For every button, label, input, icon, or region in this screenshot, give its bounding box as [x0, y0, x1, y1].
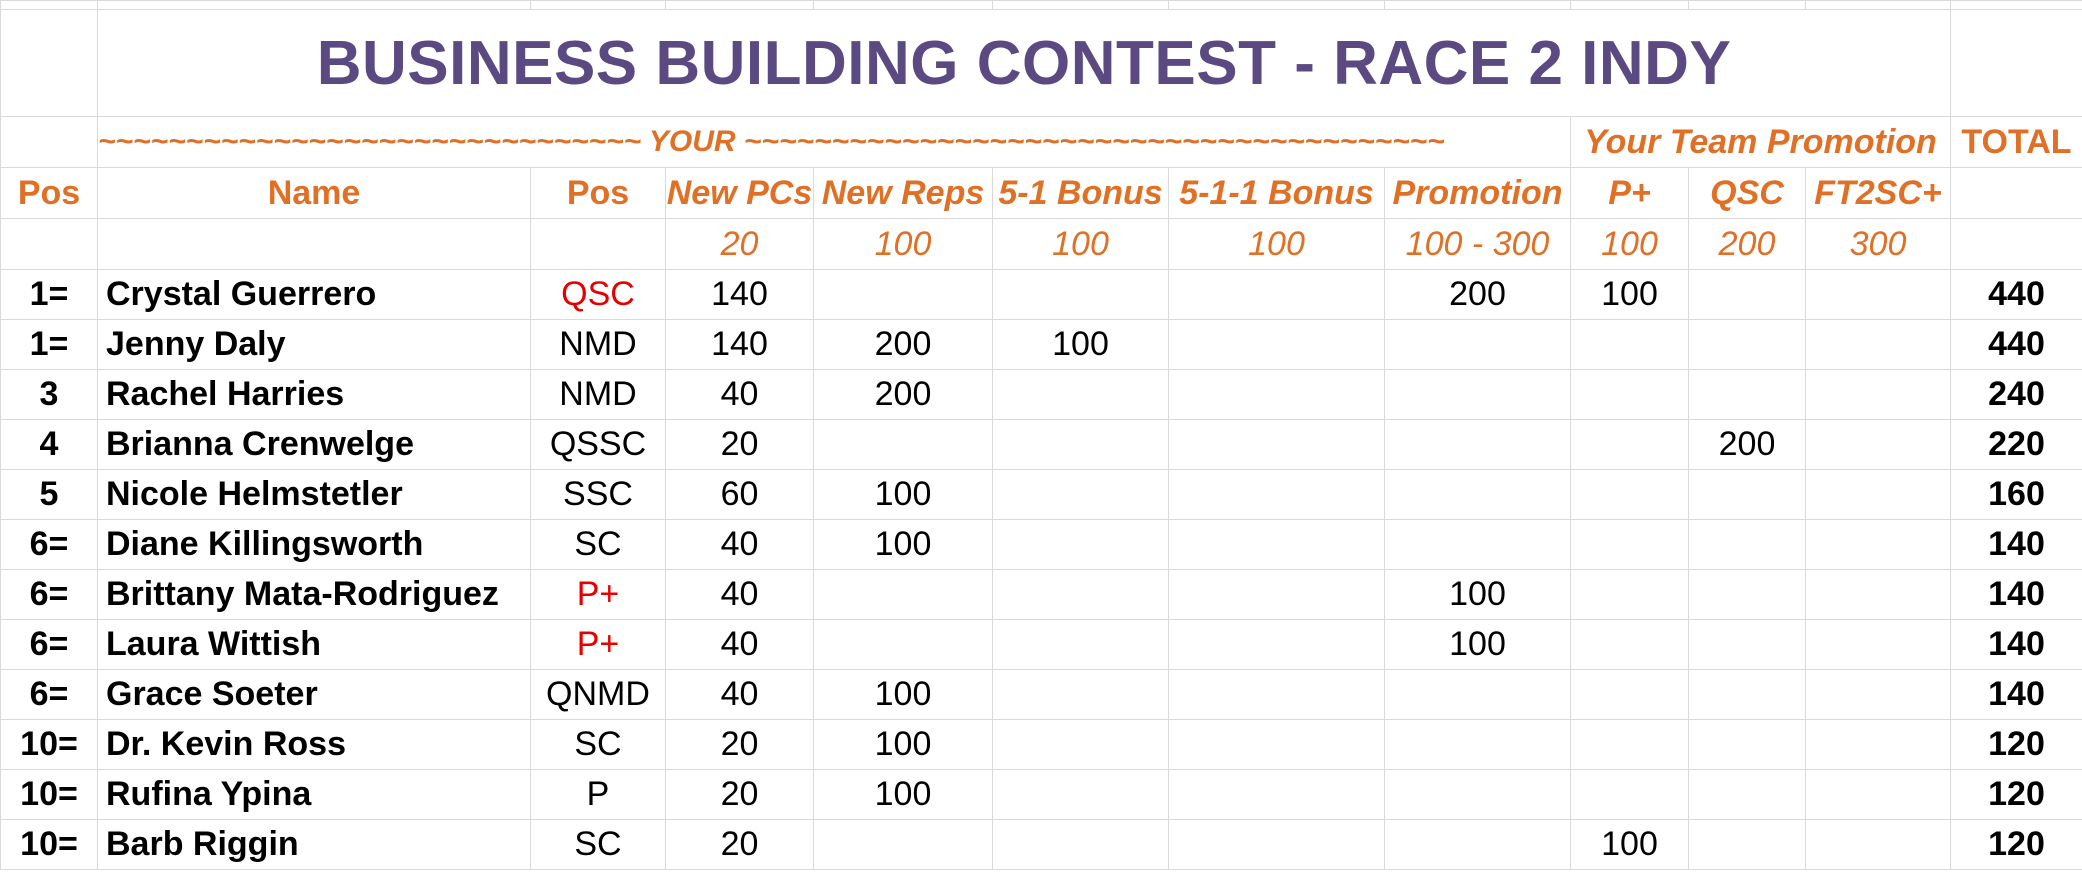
team-promotion-group-header[interactable]: Your Team Promotion	[1571, 117, 1951, 168]
rank-cell[interactable]: 1=	[1, 270, 98, 320]
pplus-cell[interactable]	[1571, 570, 1689, 620]
new-reps-cell[interactable]	[814, 620, 993, 670]
new-pcs-cell[interactable]: 40	[666, 670, 814, 720]
new-reps-cell[interactable]	[814, 270, 993, 320]
pplus-cell[interactable]	[1571, 370, 1689, 420]
bonus-5-1-cell[interactable]	[993, 270, 1169, 320]
new-reps-cell[interactable]: 100	[814, 470, 993, 520]
ft2sc-cell[interactable]	[1806, 520, 1951, 570]
ft2sc-cell[interactable]	[1806, 720, 1951, 770]
ft2sc-cell[interactable]	[1806, 270, 1951, 320]
bonus-5-1-cell[interactable]	[993, 420, 1169, 470]
rank-cell[interactable]: 5	[1, 470, 98, 520]
ft2sc-cell[interactable]	[1806, 370, 1951, 420]
name-cell[interactable]: Dr. Kevin Ross	[98, 720, 531, 770]
table-row	[1, 720, 2082, 770]
total-cell[interactable]: 120	[1951, 820, 2082, 870]
new-reps-cell[interactable]: 200	[814, 370, 993, 420]
new-reps-cell[interactable]: 100	[814, 720, 993, 770]
total-cell[interactable]: 140	[1951, 620, 2082, 670]
name-cell[interactable]: Laura Wittish	[98, 620, 531, 670]
rank-cell[interactable]: 6=	[1, 620, 98, 670]
bonus-5-1-1-cell[interactable]	[1169, 370, 1385, 420]
pplus-cell[interactable]	[1571, 520, 1689, 570]
position-cell[interactable]: QNMD	[531, 670, 666, 720]
column-header-row	[1, 168, 2082, 219]
new-pcs-cell[interactable]: 40	[666, 570, 814, 620]
table-row	[1, 520, 2082, 570]
ft2sc-cell[interactable]	[1806, 670, 1951, 720]
points-pplus[interactable]: 100	[1571, 219, 1689, 270]
total-cell[interactable]: 120	[1951, 720, 2082, 770]
qsc-cell[interactable]	[1689, 270, 1806, 320]
promotion-cell[interactable]	[1385, 470, 1571, 520]
bonus-5-1-cell[interactable]	[993, 820, 1169, 870]
table-row	[1, 820, 2082, 870]
promotion-cell[interactable]	[1385, 770, 1571, 820]
total-cell[interactable]: 140	[1951, 570, 2082, 620]
qsc-cell[interactable]	[1689, 670, 1806, 720]
pplus-cell[interactable]	[1571, 620, 1689, 670]
promotion-cell[interactable]	[1385, 320, 1571, 370]
bonus-5-1-1-cell[interactable]	[1169, 670, 1385, 720]
your-group-header[interactable]: ~~~~~~~~~~~~~~~~~~~~~~~~~~~~~~~ YOUR ~~~~~~~~~~~~~~~~~~~~~~~~~~~~~~~~~~~~~~~~	[98, 117, 1571, 168]
promotion-cell[interactable]	[1385, 720, 1571, 770]
ft2sc-cell[interactable]	[1806, 820, 1951, 870]
position-cell[interactable]: SC	[531, 820, 666, 870]
qsc-cell[interactable]	[1689, 320, 1806, 370]
table-row	[1, 470, 2082, 520]
pplus-cell[interactable]: 100	[1571, 820, 1689, 870]
new-pcs-cell[interactable]: 40	[666, 620, 814, 670]
bonus-5-1-1-cell[interactable]	[1169, 520, 1385, 570]
col-header-5-1-1-bonus[interactable]: 5-1-1 Bonus	[1169, 168, 1385, 219]
rank-cell[interactable]: 6=	[1, 670, 98, 720]
name-cell[interactable]: Brianna Crenwelge	[98, 420, 531, 470]
bonus-5-1-cell[interactable]	[993, 620, 1169, 670]
ft2sc-cell[interactable]	[1806, 420, 1951, 470]
bonus-5-1-cell[interactable]	[993, 670, 1169, 720]
new-pcs-cell[interactable]: 60	[666, 470, 814, 520]
bonus-5-1-1-cell[interactable]	[1169, 320, 1385, 370]
points-new-pcs[interactable]: 20	[666, 219, 814, 270]
rank-cell[interactable]: 6=	[1, 520, 98, 570]
new-reps-cell[interactable]: 100	[814, 670, 993, 720]
promotion-cell[interactable]	[1385, 420, 1571, 470]
name-cell[interactable]: Rufina Ypina	[98, 770, 531, 820]
promotion-cell[interactable]	[1385, 370, 1571, 420]
position-cell[interactable]: QSC	[531, 270, 666, 320]
col-header-ft2sc[interactable]: FT2SC+	[1806, 168, 1951, 219]
promotion-cell[interactable]: 100	[1385, 570, 1571, 620]
table-row	[1, 420, 2082, 470]
new-reps-cell[interactable]: 200	[814, 320, 993, 370]
rank-cell[interactable]: 6=	[1, 570, 98, 620]
qsc-cell[interactable]	[1689, 770, 1806, 820]
col-header-name[interactable]: Name	[98, 168, 531, 219]
position-cell[interactable]: SC	[531, 520, 666, 570]
qsc-cell[interactable]	[1689, 620, 1806, 670]
qsc-cell[interactable]: 200	[1689, 420, 1806, 470]
new-pcs-cell[interactable]: 40	[666, 520, 814, 570]
table-row	[1, 320, 2082, 370]
bonus-5-1-1-cell[interactable]	[1169, 570, 1385, 620]
col-header-5-1-bonus[interactable]: 5-1 Bonus	[993, 168, 1169, 219]
name-cell[interactable]: Crystal Guerrero	[98, 270, 531, 320]
table-row	[1, 670, 2082, 720]
bonus-5-1-cell[interactable]	[993, 720, 1169, 770]
qsc-cell[interactable]	[1689, 820, 1806, 870]
total-cell[interactable]: 240	[1951, 370, 2082, 420]
total-cell[interactable]: 120	[1951, 770, 2082, 820]
position-cell[interactable]: P+	[531, 570, 666, 620]
table-row	[1, 770, 2082, 820]
col-header-pos[interactable]: Pos	[531, 168, 666, 219]
total-header[interactable]: TOTAL	[1951, 117, 2082, 168]
group-header-row	[1, 117, 2082, 168]
position-cell[interactable]: NMD	[531, 370, 666, 420]
table-row	[1, 570, 2082, 620]
pplus-cell[interactable]	[1571, 470, 1689, 520]
qsc-cell[interactable]	[1689, 520, 1806, 570]
rank-cell[interactable]: 1=	[1, 320, 98, 370]
total-cell[interactable]: 140	[1951, 520, 2082, 570]
bonus-5-1-1-cell[interactable]	[1169, 420, 1385, 470]
name-cell[interactable]: Diane Killingsworth	[98, 520, 531, 570]
new-pcs-cell[interactable]: 140	[666, 270, 814, 320]
ft2sc-cell[interactable]	[1806, 620, 1951, 670]
new-pcs-cell[interactable]: 20	[666, 770, 814, 820]
points-new-reps[interactable]: 100	[814, 219, 993, 270]
name-cell[interactable]: Grace Soeter	[98, 670, 531, 720]
bonus-5-1-cell[interactable]	[993, 520, 1169, 570]
table-row	[1, 370, 2082, 420]
col-header-new-reps[interactable]: New Reps	[814, 168, 993, 219]
table-row	[1, 270, 2082, 320]
title-row	[1, 10, 2082, 117]
rank-cell[interactable]: 4	[1, 420, 98, 470]
promotion-cell[interactable]	[1385, 520, 1571, 570]
sheet-title[interactable]: BUSINESS BUILDING CONTEST - RACE 2 INDY	[98, 10, 1951, 117]
points-ft2sc[interactable]: 300	[1806, 219, 1951, 270]
new-pcs-cell[interactable]: 20	[666, 820, 814, 870]
bonus-5-1-cell[interactable]	[993, 570, 1169, 620]
position-cell[interactable]: SSC	[531, 470, 666, 520]
position-cell[interactable]: NMD	[531, 320, 666, 370]
name-cell[interactable]: Rachel Harries	[98, 370, 531, 420]
qsc-cell[interactable]	[1689, 470, 1806, 520]
name-cell[interactable]: Barb Riggin	[98, 820, 531, 870]
rank-cell[interactable]: 10=	[1, 720, 98, 770]
bonus-5-1-1-cell[interactable]	[1169, 270, 1385, 320]
rank-cell[interactable]: 10=	[1, 770, 98, 820]
new-pcs-cell[interactable]: 140	[666, 320, 814, 370]
ft2sc-cell[interactable]	[1806, 320, 1951, 370]
new-reps-cell[interactable]: 100	[814, 520, 993, 570]
pplus-cell[interactable]	[1571, 320, 1689, 370]
total-cell[interactable]: 440	[1951, 270, 2082, 320]
points-promotion[interactable]: 100 - 300	[1385, 219, 1571, 270]
new-reps-cell[interactable]	[814, 420, 993, 470]
col-header-rank[interactable]: Pos	[1, 168, 98, 219]
total-cell[interactable]: 160	[1951, 470, 2082, 520]
position-cell[interactable]: QSSC	[531, 420, 666, 470]
promotion-cell[interactable]: 100	[1385, 620, 1571, 670]
pplus-cell[interactable]: 100	[1571, 270, 1689, 320]
qsc-cell[interactable]	[1689, 570, 1806, 620]
pplus-cell[interactable]	[1571, 420, 1689, 470]
col-header-promotion[interactable]: Promotion	[1385, 168, 1571, 219]
bonus-5-1-1-cell[interactable]	[1169, 470, 1385, 520]
col-header-qsc[interactable]: QSC	[1689, 168, 1806, 219]
total-cell[interactable]: 440	[1951, 320, 2082, 370]
name-cell[interactable]: Nicole Helmstetler	[98, 470, 531, 520]
col-header-pplus[interactable]: P+	[1571, 168, 1689, 219]
bonus-5-1-cell[interactable]	[993, 470, 1169, 520]
table-row	[1, 620, 2082, 670]
bonus-5-1-cell[interactable]	[993, 370, 1169, 420]
bonus-5-1-1-cell[interactable]	[1169, 620, 1385, 670]
name-cell[interactable]: Jenny Daly	[98, 320, 531, 370]
ft2sc-cell[interactable]	[1806, 570, 1951, 620]
total-cell[interactable]: 140	[1951, 670, 2082, 720]
bonus-5-1-cell[interactable]	[993, 770, 1169, 820]
col-header-new-pcs[interactable]: New PCs	[666, 168, 814, 219]
points-row	[1, 219, 2082, 270]
total-cell[interactable]: 220	[1951, 420, 2082, 470]
promotion-cell[interactable]	[1385, 670, 1571, 720]
leaderboard-rows	[1, 270, 2082, 870]
position-cell[interactable]: P	[531, 770, 666, 820]
qsc-cell[interactable]	[1689, 720, 1806, 770]
points-qsc[interactable]: 200	[1689, 219, 1806, 270]
new-pcs-cell[interactable]: 40	[666, 370, 814, 420]
pplus-cell[interactable]	[1571, 720, 1689, 770]
grid-top-row	[1, 1, 2082, 10]
points-5-1-1-bonus[interactable]: 100	[1169, 219, 1385, 270]
new-reps-cell[interactable]	[814, 570, 993, 620]
position-cell[interactable]: SC	[531, 720, 666, 770]
position-cell[interactable]: P+	[531, 620, 666, 670]
new-pcs-cell[interactable]: 20	[666, 720, 814, 770]
bonus-5-1-1-cell[interactable]	[1169, 820, 1385, 870]
promotion-cell[interactable]: 200	[1385, 270, 1571, 320]
bonus-5-1-1-cell[interactable]	[1169, 720, 1385, 770]
rank-cell[interactable]: 10=	[1, 820, 98, 870]
bonus-5-1-cell[interactable]: 100	[993, 320, 1169, 370]
pplus-cell[interactable]	[1571, 670, 1689, 720]
new-reps-cell[interactable]: 100	[814, 770, 993, 820]
qsc-cell[interactable]	[1689, 370, 1806, 420]
new-reps-cell[interactable]	[814, 820, 993, 870]
points-5-1-bonus[interactable]: 100	[993, 219, 1169, 270]
rank-cell[interactable]: 3	[1, 370, 98, 420]
promotion-cell[interactable]	[1385, 820, 1571, 870]
pplus-cell[interactable]	[1571, 770, 1689, 820]
ft2sc-cell[interactable]	[1806, 770, 1951, 820]
bonus-5-1-1-cell[interactable]	[1169, 770, 1385, 820]
new-pcs-cell[interactable]: 20	[666, 420, 814, 470]
ft2sc-cell[interactable]	[1806, 470, 1951, 520]
name-cell[interactable]: Brittany Mata-Rodriguez	[98, 570, 531, 620]
